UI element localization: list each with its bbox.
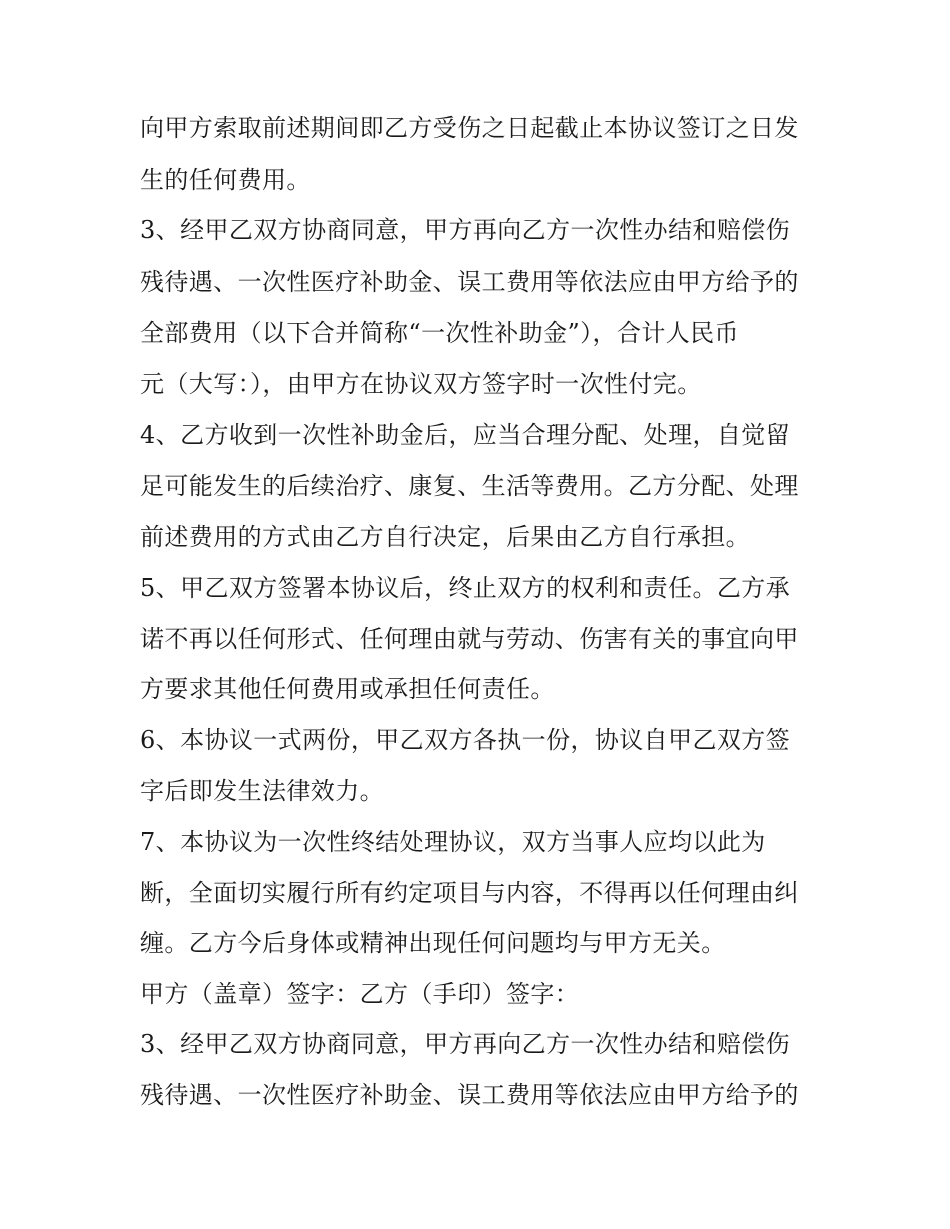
- clause-4-line-1: 4、乙方收到一次性补助金后，应当合理分配、处理，自觉留: [140, 421, 791, 449]
- clause-3-line-1: 3、经甲乙双方协商同意，甲方再向乙方一次性办结和赔偿伤: [140, 216, 791, 244]
- clause-6-line-1: 6、本协议一式两份，甲乙双方各执一份，协议自甲乙双方签: [140, 726, 791, 754]
- clause-3-line-3: 全部费用（以下合并简称“一次性补助金”），合计人民币: [140, 319, 739, 347]
- signature-line: 甲方（盖章）签字：乙方（手印）签字：: [140, 980, 580, 1008]
- clause-6-line-2: 字后即发生法律效力。: [140, 777, 384, 805]
- clause-7-line-1: 7、本协议为一次性终结处理协议，双方当事人应均以此为: [140, 828, 766, 856]
- repeated-clause-3-line-2: 残待遇、一次性医疗补助金、误工费用等依法应由甲方给予的: [140, 1081, 799, 1109]
- clause-4-line-3: 前述费用的方式由乙方自行决定，后果由乙方自行承担。: [140, 523, 750, 551]
- clause-4-line-2: 足可能发生的后续治疗、康复、生活等费用。乙方分配、处理: [140, 472, 799, 500]
- repeated-clause-3-line-1: 3、经甲乙双方协商同意，甲方再向乙方一次性办结和赔偿伤: [140, 1030, 791, 1058]
- clause-5-line-1: 5、甲乙双方签署本协议后，终止双方的权利和责任。乙方承: [140, 574, 791, 602]
- clause-5-line-2: 诺不再以任何形式、任何理由就与劳动、伤害有关的事宜向甲: [140, 625, 799, 653]
- text-line-2: 生的任何费用。: [140, 166, 311, 194]
- clause-5-line-3: 方要求其他任何费用或承担任何责任。: [140, 675, 555, 703]
- clause-3-line-4: 元（大写：），由甲方在协议双方签字时一次性付完。: [140, 370, 702, 398]
- clause-3-line-2: 残待遇、一次性医疗补助金、误工费用等依法应由甲方给予的: [140, 268, 799, 296]
- text-line-1: 向甲方索取前述期间即乙方受伤之日起截止本协议签订之日发: [140, 114, 799, 142]
- clause-7-line-3: 缠。乙方今后身体或精神出现任何问题均与甲方无关。: [140, 929, 726, 957]
- clause-7-line-2: 断，全面切实履行所有约定项目与内容，不得再以任何理由纠: [140, 879, 799, 907]
